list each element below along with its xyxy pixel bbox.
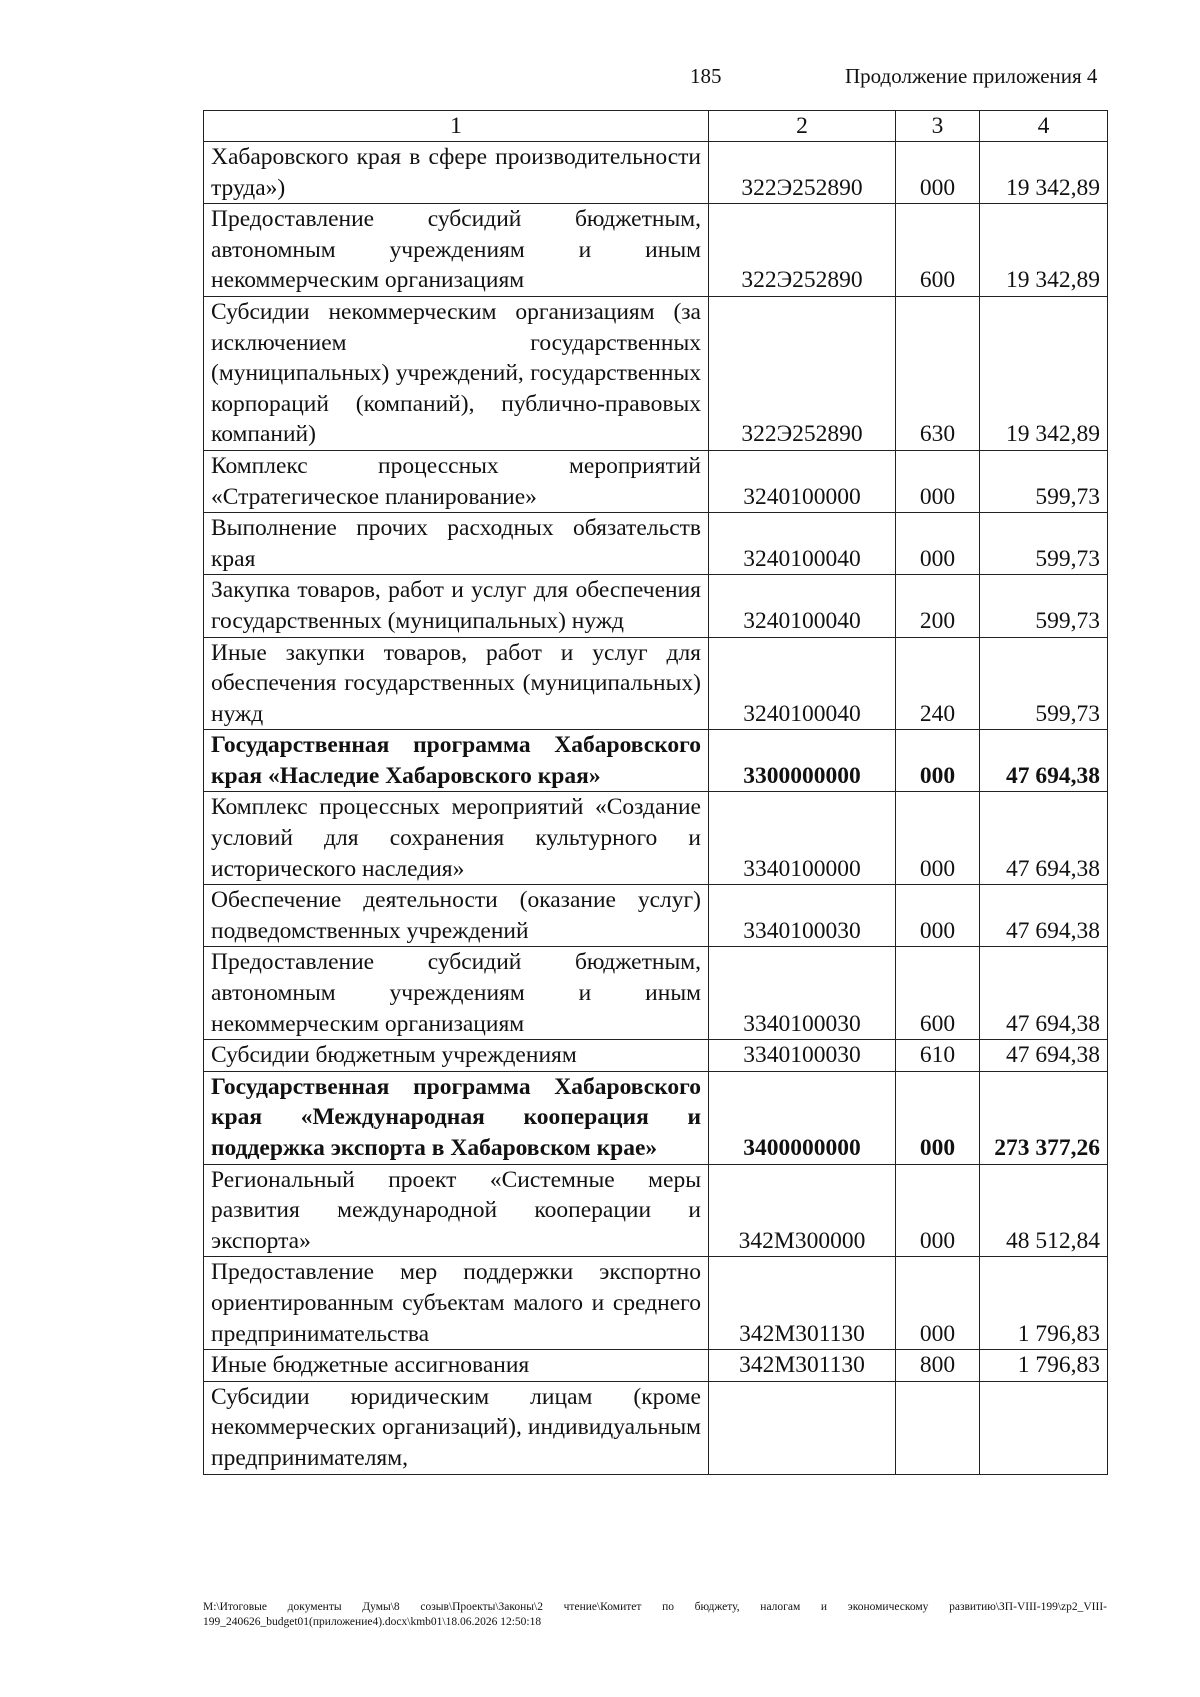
row-expense-type: 000 (896, 1164, 980, 1257)
row-expense-type (896, 1381, 980, 1474)
row-amount: 273 377,26 (980, 1071, 1108, 1164)
row-expense-type: 240 (896, 637, 980, 730)
row-amount: 1 796,83 (980, 1350, 1108, 1382)
row-description: Предоставление субсидий бюджетным, автономным учреждениям и иным некоммерческим организациям (204, 204, 709, 297)
row-description: Государственная программа Хабаровского края «Наследие Хабаровского края» (204, 730, 709, 792)
table-row (204, 450, 1108, 512)
row-expense-type: 600 (896, 947, 980, 1040)
row-amount: 599,73 (980, 450, 1108, 512)
column-header-4: 4 (980, 111, 1108, 142)
row-description: Региональный проект «Системные меры развития международной кооперации и экспорта» (204, 1164, 709, 1257)
row-amount: 19 342,89 (980, 296, 1108, 450)
appendix-continuation-header: Продолжение приложения 4 (845, 64, 1098, 88)
row-amount: 47 694,38 (980, 1040, 1108, 1072)
row-amount: 19 342,89 (980, 142, 1108, 204)
table-row (204, 296, 1108, 450)
row-description: Предоставление субсидий бюджетным, автономным учреждениям и иным некоммерческим организациям (204, 947, 709, 1040)
table-row (204, 730, 1108, 792)
row-description: Хабаровского края в сфере производительности труда») (204, 142, 709, 204)
row-expense-type: 000 (896, 1257, 980, 1350)
table-row (204, 885, 1108, 947)
row-expense-type: 000 (896, 513, 980, 575)
table-row (204, 1350, 1108, 1382)
row-target-code: 3300000000 (709, 730, 896, 792)
row-description: Субсидии некоммерческим организациям (за исключением государственных (муниципальных) учреждений, государственных корпораций (компаний), публично-правовых компаний) (204, 296, 709, 450)
row-amount: 19 342,89 (980, 204, 1108, 297)
table-row (204, 575, 1108, 637)
row-expense-type: 630 (896, 296, 980, 450)
row-description: Предоставление мер поддержки экспортно ориентированным субъектам малого и среднего предпринимательства (204, 1257, 709, 1350)
table-row (204, 1040, 1108, 1072)
column-header-1: 1 (204, 111, 709, 142)
row-expense-type: 600 (896, 204, 980, 297)
row-description: Иные закупки товаров, работ и услуг для обеспечения государственных (муниципальных) нужд (204, 637, 709, 730)
row-amount: 1 796,83 (980, 1257, 1108, 1350)
row-amount: 599,73 (980, 637, 1108, 730)
row-target-code: 3340100030 (709, 885, 896, 947)
row-target-code: 3340100030 (709, 947, 896, 1040)
row-amount: 48 512,84 (980, 1164, 1108, 1257)
row-description: Субсидии юридическим лицам (кроме некоммерческих организаций), индивидуальным предпринимателям, (204, 1381, 709, 1474)
table-body (204, 142, 1108, 1475)
table-row (204, 204, 1108, 297)
table-row (204, 947, 1108, 1040)
table-row (204, 1164, 1108, 1257)
table-row (204, 1381, 1108, 1474)
row-target-code: 342M300000 (709, 1164, 896, 1257)
row-description: Обеспечение деятельности (оказание услуг) подведомственных учреждений (204, 885, 709, 947)
table-header (204, 111, 1108, 142)
table-row (204, 142, 1108, 204)
table-row (204, 792, 1108, 885)
row-target-code: 322Э252890 (709, 204, 896, 297)
row-amount: 599,73 (980, 513, 1108, 575)
column-number-row (204, 111, 1108, 142)
row-description: Закупка товаров, работ и услуг для обеспечения государственных (муниципальных) нужд (204, 575, 709, 637)
row-expense-type: 800 (896, 1350, 980, 1382)
row-description: Выполнение прочих расходных обязательств края (204, 513, 709, 575)
row-target-code: 3340100030 (709, 1040, 896, 1072)
row-description: Иные бюджетные ассигнования (204, 1350, 709, 1382)
row-target-code: 342M301130 (709, 1257, 896, 1350)
row-target-code: 3240100000 (709, 450, 896, 512)
row-target-code: 322Э252890 (709, 296, 896, 450)
row-amount (980, 1381, 1108, 1474)
row-expense-type: 610 (896, 1040, 980, 1072)
budget-table (203, 110, 1108, 1475)
row-expense-type: 000 (896, 450, 980, 512)
table-row (204, 513, 1108, 575)
row-target-code (709, 1381, 896, 1474)
column-header-2: 2 (709, 111, 896, 142)
row-expense-type: 000 (896, 730, 980, 792)
table-row (204, 1257, 1108, 1350)
table-row (204, 1071, 1108, 1164)
row-amount: 47 694,38 (980, 792, 1108, 885)
column-header-3: 3 (896, 111, 980, 142)
row-expense-type: 200 (896, 575, 980, 637)
row-description: Государственная программа Хабаровского края «Международная кооперация и поддержка экспорта в Хабаровском крае» (204, 1071, 709, 1164)
table-row (204, 637, 1108, 730)
row-target-code: 3240100040 (709, 637, 896, 730)
row-target-code: 3240100040 (709, 513, 896, 575)
row-expense-type: 000 (896, 142, 980, 204)
row-target-code: 3340100000 (709, 792, 896, 885)
footer-file-path: M:\Итоговые документы Думы\8 созыв\Проекты\Законы\2 чтение\Комитет по бюджету, налогам и экономическому развитию\ЗП-VIII-199\zp2_VIII-199_240626_budget01(приложение4).docx\kmb01\18.06.2026 12:50:18 (203, 1601, 1107, 1628)
row-amount: 599,73 (980, 575, 1108, 637)
row-target-code: 3400000000 (709, 1071, 896, 1164)
row-description: Комплекс процессных мероприятий «Создание условий для сохранения культурного и исторического наследия» (204, 792, 709, 885)
row-target-code: 342M301130 (709, 1350, 896, 1382)
row-expense-type: 000 (896, 885, 980, 947)
page-number: 185 (690, 64, 722, 88)
row-expense-type: 000 (896, 792, 980, 885)
row-expense-type: 000 (896, 1071, 980, 1164)
row-description: Субсидии бюджетным учреждениям (204, 1040, 709, 1072)
row-target-code: 3240100040 (709, 575, 896, 637)
row-amount: 47 694,38 (980, 947, 1108, 1040)
row-description: Комплекс процессных мероприятий «Стратегическое планирование» (204, 450, 709, 512)
row-target-code: 322Э252890 (709, 142, 896, 204)
row-amount: 47 694,38 (980, 730, 1108, 792)
row-amount: 47 694,38 (980, 885, 1108, 947)
